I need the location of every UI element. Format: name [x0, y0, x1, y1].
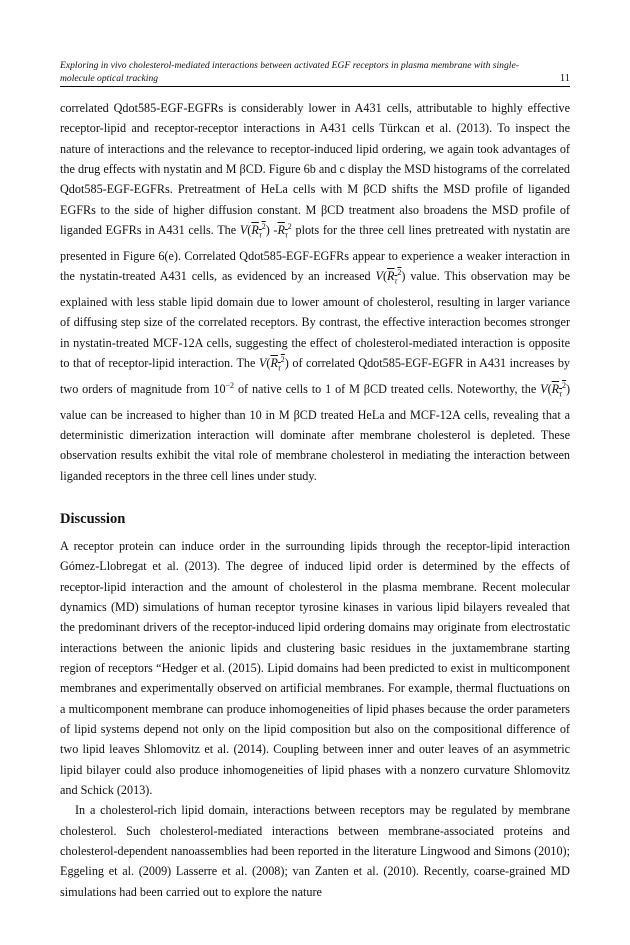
section-heading-discussion: Discussion — [60, 510, 126, 527]
running-title: Exploring in vivo cholesterol-mediated interactions between activated EGF receptors in plasma membrane with single-molecule optical tracking — [60, 60, 519, 84]
formula-ten-minus-two: $10^{-2}$ — [213, 380, 235, 396]
formula-v-r-tau: $V(R_\tau^2)$ — [258, 354, 289, 373]
header-rule — [60, 86, 570, 87]
formula-v-r-tau: $V(R_\tau^2)$ — [540, 380, 571, 399]
paragraph-discussion-2: In a cholesterol-rich lipid domain, interactions between receptors may be regulated by membrane cholesterol. Such cholesterol-mediated interactions between membrane-associated proteins and cholesterol-dependent nanoassemblies had been reported in the literature Lingwood and Simons (2010); Eggeling et al. (2009) Lasserre et al. (2008); van Zanten et al. (2010). Recently, coarse-grained MD simulations had been carried out to explore the nature — [60, 803, 570, 899]
formula-v-r-tau: $V(R_\tau^2)$ $-R_\tau^2$ — [239, 222, 292, 240]
text-p1a: correlated Qdot585-EGF-EGFRs is considerably lower in A431 cells, attributable to highly effective receptor-lipid and receptor-receptor interactions in A431 cells Türkcan et al. (2013). To inspect the nature of interactions and the relevance to receptor-induced lipid ordering, we again took advantages of the drug effects with nystatin and M βCD. Figure 6b and c display the MSD histograms of the correlated Qdot585-EGF-EGFRs. Pretreatment of HeLa cells with M βCD shifts the MSD profile of liganded EGFRs to the side of higher diffusion constant. M βCD treatment also broadens the MSD profile of liganded EGFRs in A431 cells. The — [60, 101, 570, 238]
text-p1d: of correlated Qdot585-EGF-EGFR in A431 increases by two orders of magnitude from — [60, 356, 571, 396]
paragraph-results — [60, 98, 570, 486]
page-number: 11 — [559, 72, 570, 84]
text-p1c: value. This observation may be explained with less stable lipid domain due to lower amount of cholesterol, resulting in larger variance of diffusing step size of the correlated receptors. By contrast, the effective interaction becomes stronger in nystatin-treated MCF-12A cells, suggesting the effect of cholesterol-mediated interaction is opposite to that of receptor-lipid interaction. The — [60, 269, 571, 370]
text-p1f: value can be increased to higher than 10 in M βCD treated HeLa and MCF-12A cells, revealing that a deterministic dimerization interaction will dominate after membrane cholesterol is depleted. These observation results exhibit the vital role of membrane cholesterol in mediating the interaction between liganded receptors in the three cell lines under study. — [60, 407, 570, 483]
page-body — [60, 98, 570, 902]
paragraph-discussion-1: A receptor protein can induce order in the surrounding lipids through the receptor-lipid interaction Gómez-Llobregat et al. (2013). The degree of induced lipid order is determined by the effects of receptor-lipid interaction and the amount of cholesterol in the plasma membrane. Recent molecular dynamics (MD) simulations of human receptor tyrosine kinases in various lipid bilayers revealed that the predominant drivers of the receptor-induced lipid ordering domains may originate from electrostatic interactions between the anionic lipids and clustering basic residues in the juxtamembrane starting region of receptors “Hedger et al. (2015). Lipid domains had been predicted to exist in multicomponent membranes and experimentally observed on artificial membranes. For example, thermal fluctuations on a multicomponent membrane can produce inhomogeneities of lipid phases because the order parameters of lipid systems depend not only on the lipid composition but also on the compositional difference of two lipid leaves Shlomovitz et al. (2014). Coupling between inner and outer leaves of an asymmetric lipid bilayer could also produce inhomogeneities of lipid phases with a nonzero curvature Shlomovitz and Schick (2013). — [60, 538, 570, 798]
text-p1e: of native cells to 1 of M βCD treated cells. Noteworthy, the — [237, 381, 537, 396]
formula-v-r-tau: $V(R_\tau^2)$ — [375, 268, 406, 286]
text-p1b: plots for the three cell lines pretreated with nystatin are presented in Figure 6(e). Correlated Qdot585-EGF-EGFRs appear to experience a weaker interaction in the nystatin-treated A431 cells, as evidenced by an increased — [60, 223, 571, 284]
running-header — [60, 60, 570, 85]
